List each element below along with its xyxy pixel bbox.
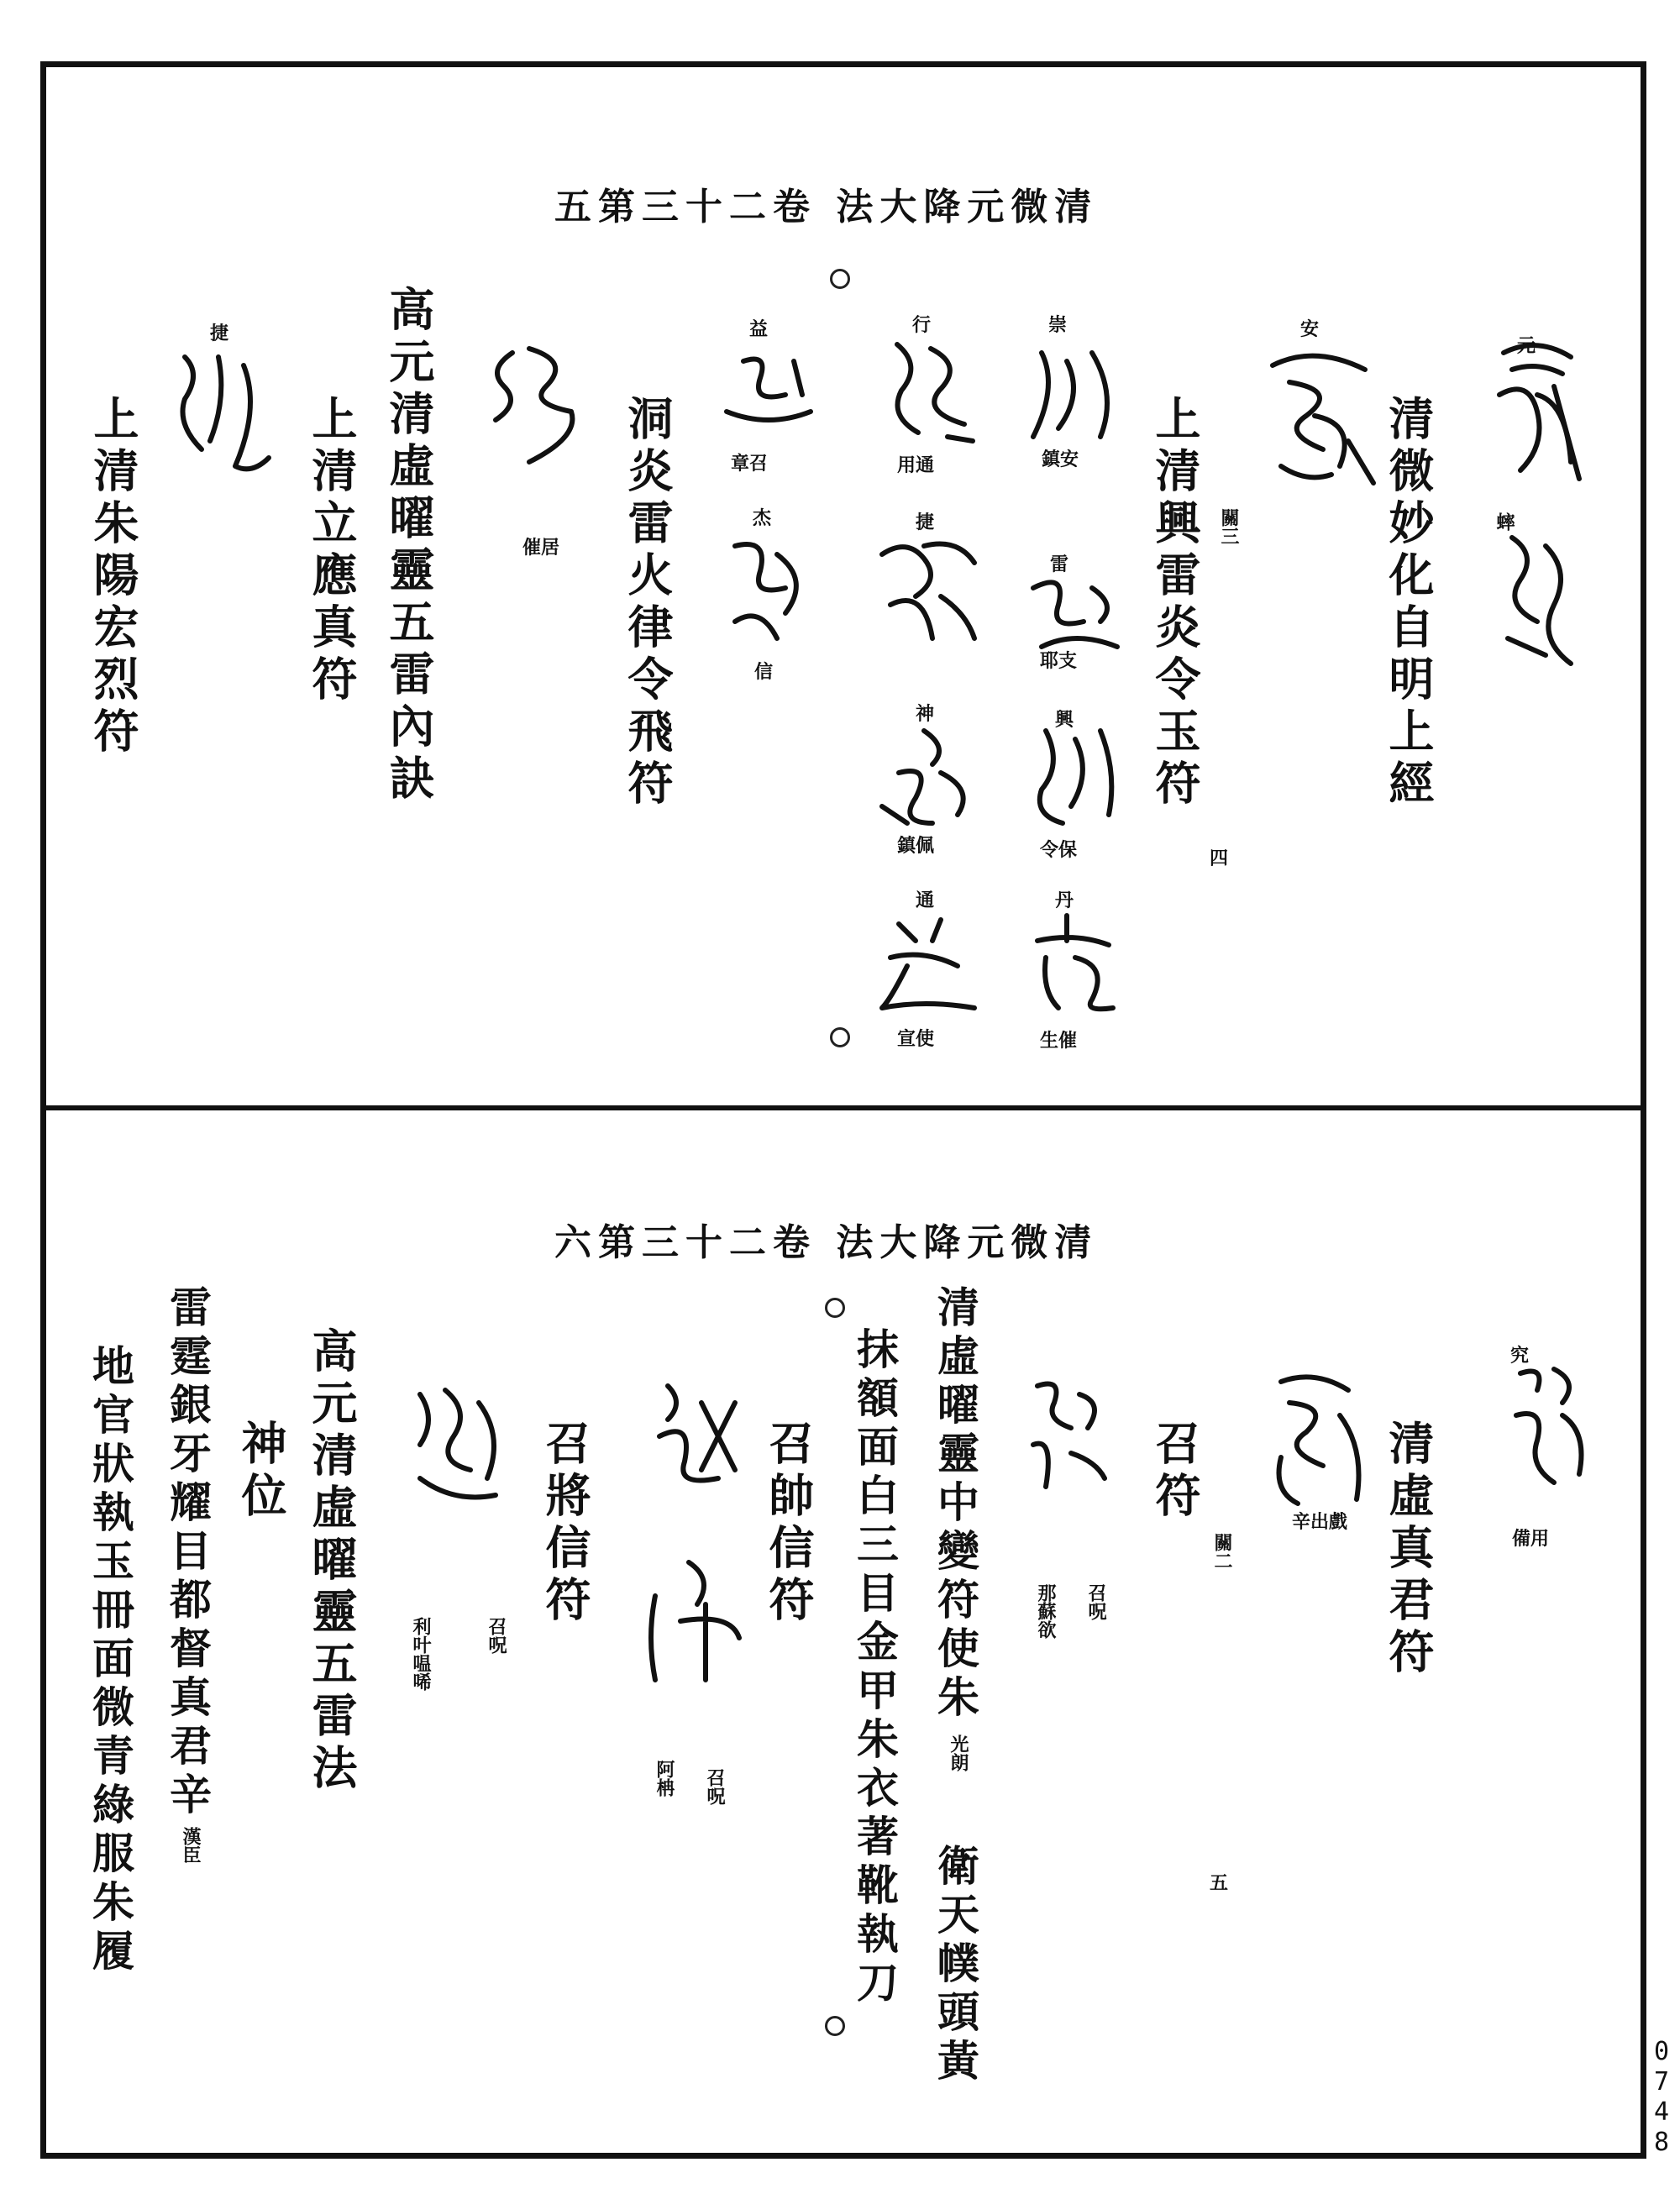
desc-diguan: 地官狀執玉冊面微青綠服朱履 bbox=[86, 1344, 135, 1977]
talisman-glyph bbox=[1029, 722, 1121, 832]
note: 用通 bbox=[897, 454, 935, 476]
note: 究 bbox=[1510, 1345, 1530, 1367]
title-shenwei: 神位 bbox=[234, 1420, 288, 1524]
note: 關三 bbox=[1218, 508, 1240, 545]
talisman-glyph bbox=[718, 529, 819, 647]
title-qingxu-zhongbian: 清虛曜靈中變符使朱 bbox=[931, 1285, 980, 1724]
note: 行 bbox=[912, 314, 932, 336]
binding-hole-mark bbox=[825, 2016, 845, 2036]
note: 利叶嗢唏 bbox=[410, 1617, 432, 1691]
note: 催居 bbox=[522, 537, 560, 559]
note: 崇 bbox=[1048, 314, 1068, 336]
bottom-header: 六第三十二卷 法大降元微清 bbox=[554, 1221, 1099, 1264]
note: 元 bbox=[1517, 335, 1536, 357]
title-zhaofu: 召符 bbox=[1148, 1420, 1202, 1524]
note: 漢臣 bbox=[180, 1827, 202, 1864]
note: 興 bbox=[1055, 709, 1074, 731]
note: 令保 bbox=[1040, 839, 1078, 861]
note: 鎮佩 bbox=[897, 835, 935, 857]
note: 耶支 bbox=[1040, 650, 1078, 672]
talisman-glyph bbox=[1025, 571, 1126, 664]
talisman-glyph bbox=[643, 1369, 752, 1495]
talisman-glyph bbox=[1504, 1357, 1596, 1491]
talisman-glyph bbox=[874, 529, 983, 647]
title-shangqing-xinglei: 上清興雷炎令玉符 bbox=[1148, 395, 1202, 811]
talisman-glyph bbox=[479, 336, 588, 470]
note: 蟀 bbox=[1494, 512, 1515, 531]
note: 信 bbox=[754, 661, 774, 683]
note: 安 bbox=[1300, 318, 1320, 340]
note: 召呪 bbox=[1085, 1583, 1107, 1620]
title-shangqing-liying: 上清立應真符 bbox=[305, 395, 359, 707]
note: 召呪 bbox=[704, 1768, 726, 1805]
desc-weitian: 衛天幞頭黃 bbox=[931, 1844, 980, 2087]
talisman-glyph bbox=[1487, 336, 1588, 487]
note: 杰 bbox=[753, 507, 772, 529]
note: 神 bbox=[916, 703, 935, 725]
title-shangqing-zhuyang: 上清朱陽宏烈符 bbox=[87, 395, 140, 759]
talisman-glyph bbox=[1495, 521, 1588, 672]
title-zhaojiang: 召將信符 bbox=[538, 1420, 592, 1628]
title-qingxu-zhenjun: 清虛真君符 bbox=[1382, 1420, 1436, 1680]
title-zhaoshuai: 召帥信符 bbox=[762, 1420, 816, 1628]
title-dongyan-leihuo: 洞炎雷火律令飛符 bbox=[621, 395, 675, 811]
talisman-glyph bbox=[1264, 340, 1382, 491]
note: 召呪 bbox=[486, 1617, 507, 1654]
talisman-glyph bbox=[1264, 1365, 1373, 1508]
note: 生催 bbox=[1040, 1030, 1078, 1052]
title-qingwei-miaohua: 清微妙化自明上經 bbox=[1382, 395, 1436, 811]
binding-hole-mark bbox=[830, 1027, 850, 1047]
note: 備用 bbox=[1512, 1528, 1550, 1550]
note: 阿柟 bbox=[654, 1760, 675, 1797]
talisman-glyph bbox=[638, 1554, 748, 1688]
talisman-glyph bbox=[718, 344, 819, 437]
note: 光朗 bbox=[948, 1735, 969, 1771]
talisman-glyph bbox=[874, 907, 983, 1016]
note: 五 bbox=[1210, 1872, 1229, 1894]
note: 章召 bbox=[731, 453, 769, 475]
desc-leiting: 雷霆銀牙耀目都督真君辛 bbox=[163, 1285, 213, 1821]
talisman-glyph bbox=[1025, 907, 1126, 1016]
note: 那蘇欲 bbox=[1035, 1583, 1057, 1639]
note: 捷 bbox=[916, 512, 935, 533]
title-gaoyuan-neijue: 高元清虛曜靈五雷內訣 bbox=[382, 286, 436, 806]
talisman-glyph bbox=[403, 1378, 512, 1512]
note: 通 bbox=[916, 890, 935, 911]
talisman-glyph bbox=[880, 332, 981, 449]
binding-hole-mark bbox=[830, 269, 850, 289]
note: 宣使 bbox=[897, 1028, 935, 1050]
note: 捷 bbox=[210, 323, 229, 344]
talisman-glyph bbox=[168, 340, 277, 483]
desc-moe: 抹額面白三目金甲朱衣著靴執刀 bbox=[850, 1327, 900, 2009]
top-header: 五第三十二卷 法大降元微清 bbox=[554, 186, 1099, 228]
panel-divider bbox=[40, 1105, 1646, 1110]
note: 雷 bbox=[1050, 554, 1069, 575]
note: 丹 bbox=[1055, 890, 1074, 911]
note: 鎮安 bbox=[1042, 449, 1079, 470]
talisman-glyph bbox=[874, 722, 983, 832]
title-gaoyuan-wuleifa: 高元清虛曜靈五雷法 bbox=[305, 1327, 359, 1796]
note: 益 bbox=[749, 318, 769, 340]
note: 辛出戲 bbox=[1292, 1511, 1348, 1533]
binding-hole-mark bbox=[825, 1298, 845, 1318]
page-number: 0 7 4 8 bbox=[1653, 2037, 1670, 2157]
talisman-glyph bbox=[1021, 1369, 1113, 1495]
note: 關二 bbox=[1211, 1533, 1233, 1570]
talisman-glyph bbox=[1025, 344, 1126, 445]
note: 四 bbox=[1210, 848, 1229, 869]
